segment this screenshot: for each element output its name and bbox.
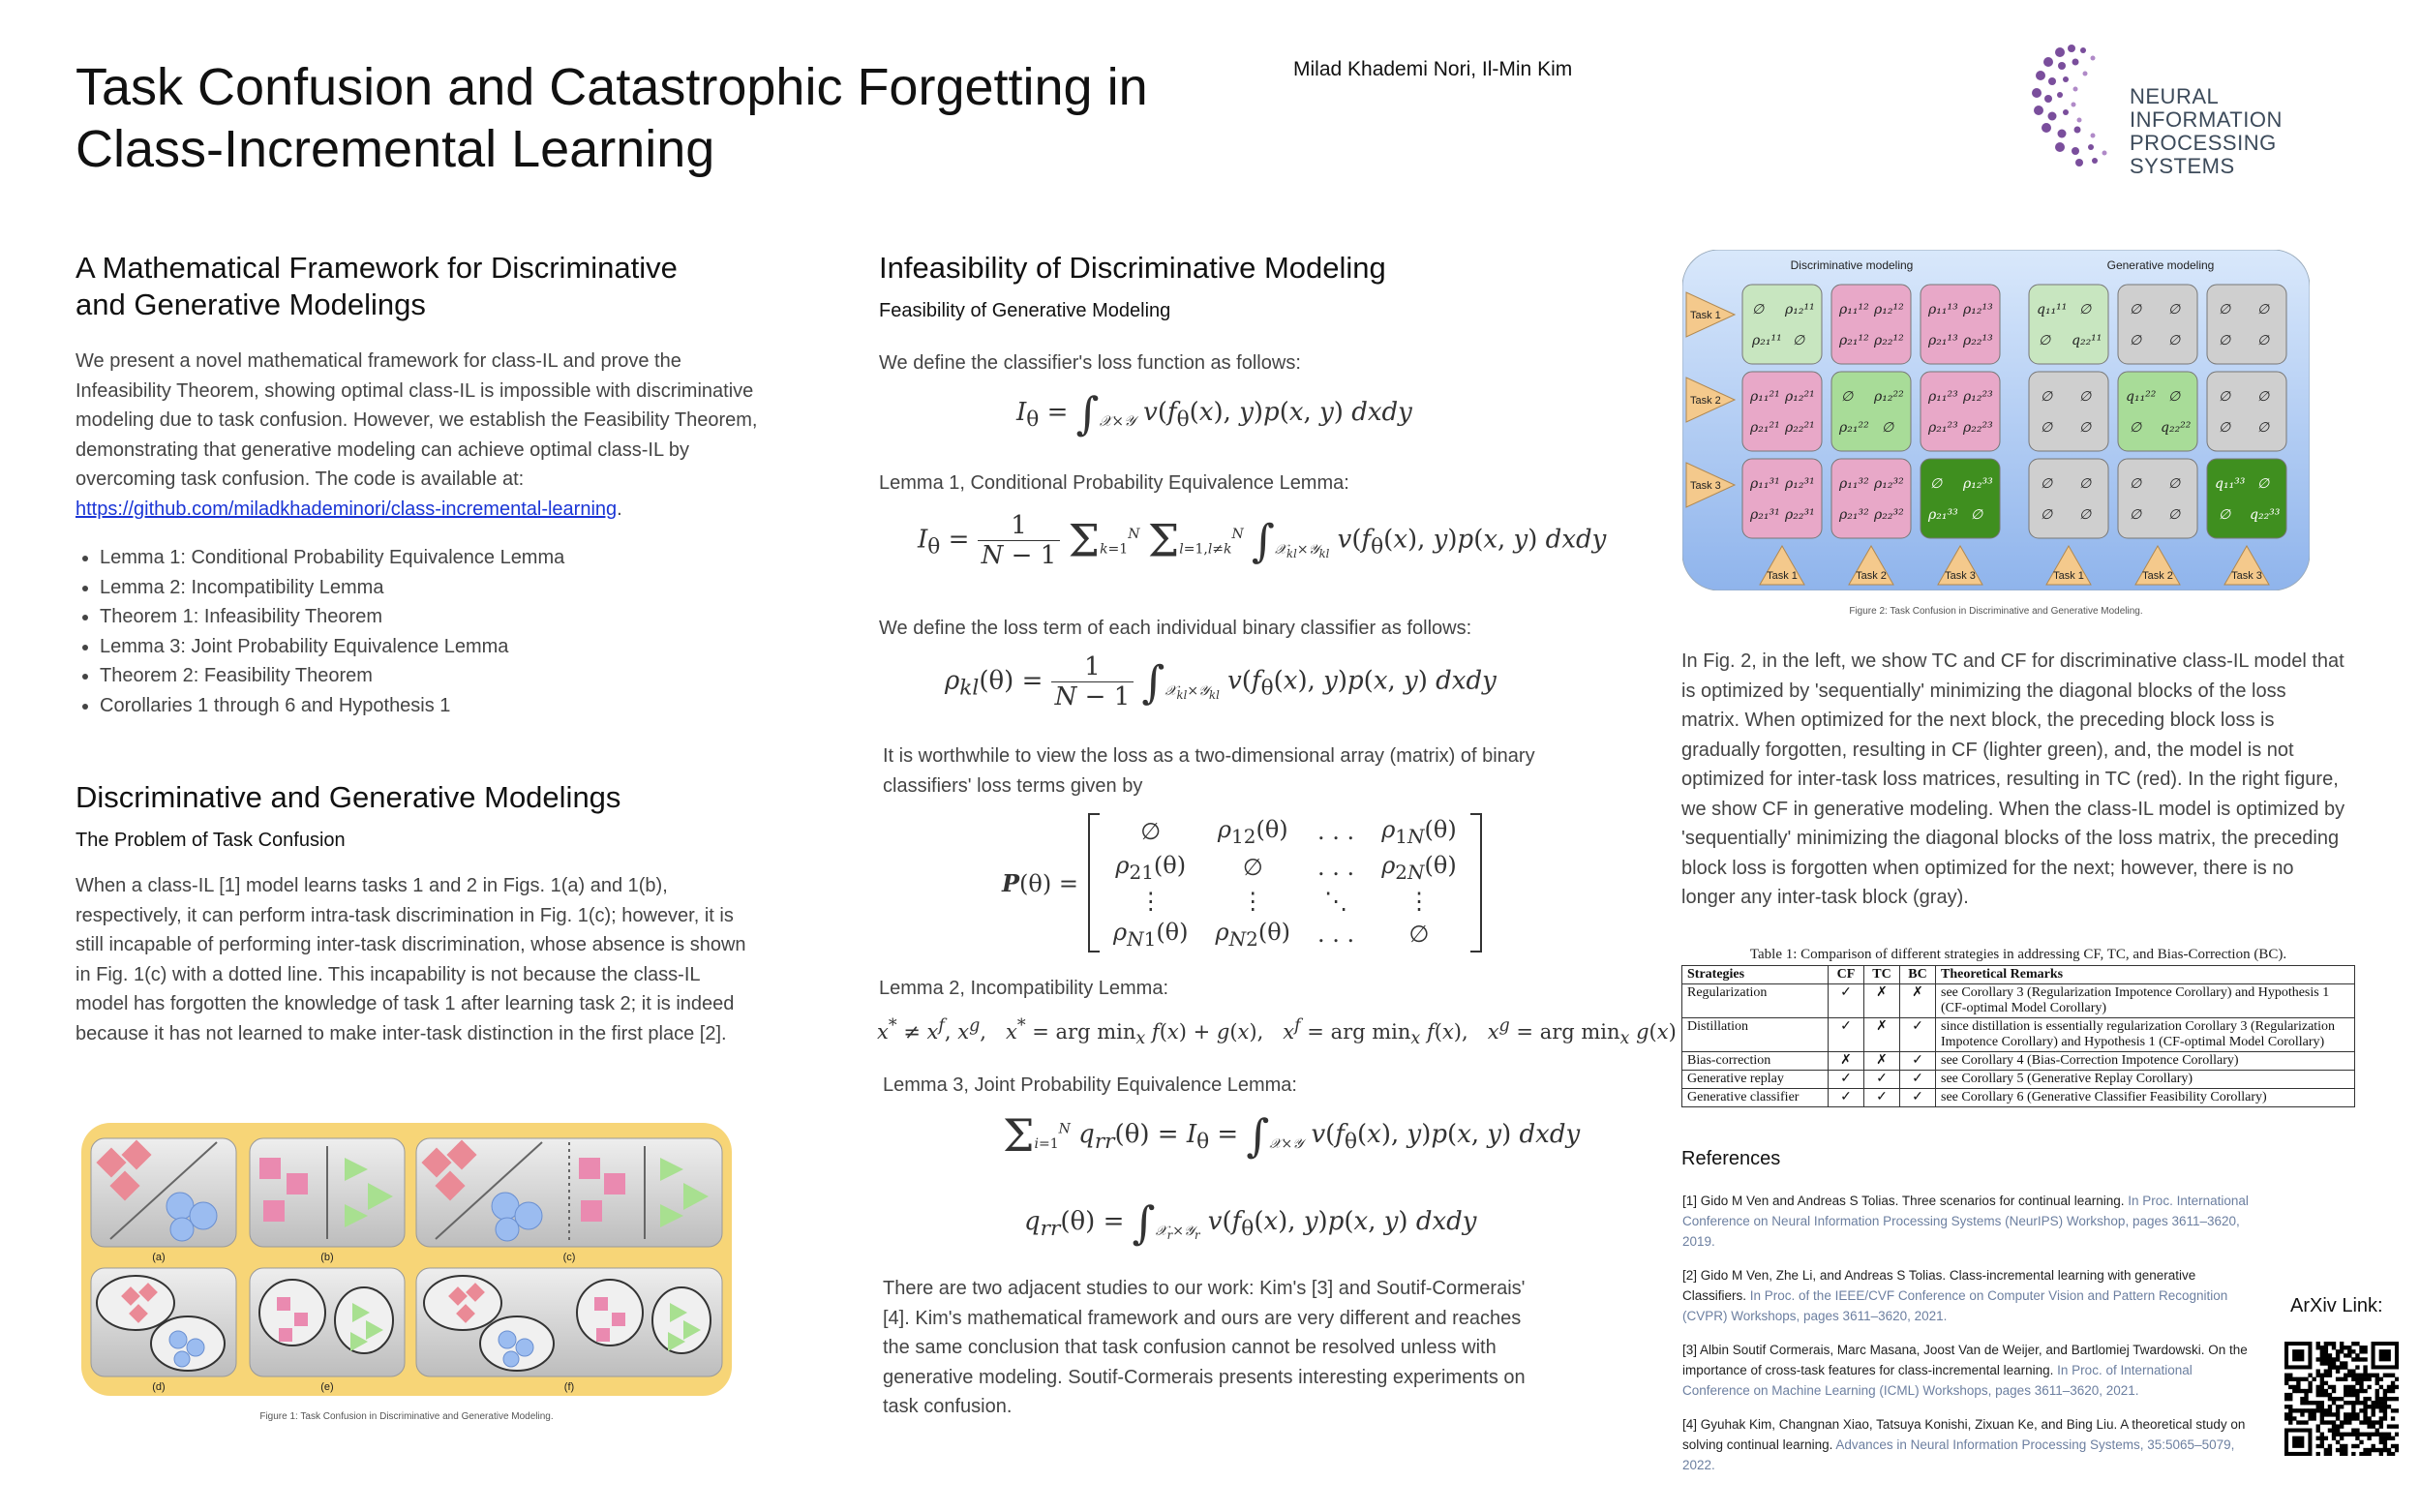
svg-text:ρ₁₂¹³: ρ₁₂¹³ [1963,302,1993,318]
fig2-title-right: Generative modeling [2106,258,2215,272]
svg-text:q₁₁²²: q₁₁²² [2126,389,2157,405]
figure-2-caption: Figure 2: Task Confusion in Discriminative and Generative Modeling. [1849,606,2143,617]
logo-line-1: NEURAL INFORMATION [2130,84,2283,132]
svg-text:∅: ∅ [2168,389,2181,405]
results-list [76,543,772,720]
logo-text [2130,85,2343,178]
subheading-feasibility: Feasibility of Generative Modeling [879,300,1171,321]
svg-text:ρ₂₁¹¹: ρ₂₁¹¹ [1752,333,1782,348]
svg-text:ρ₁₂²³: ρ₁₂²³ [1963,389,1993,405]
fig2-col-task-2: Task 2 [1856,570,1887,582]
svg-text:∅: ∅ [2041,476,2053,492]
arxiv-label: ArXiv Link: [2290,1295,2383,1316]
svg-text:∅: ∅ [1882,420,1894,436]
list-item: • Lemma 3: Joint Probability Equivalence Lemma [100,632,772,662]
p-loss: We define the classifier's loss function as follows: [879,352,1301,374]
svg-text:∅: ∅ [2219,507,2231,523]
svg-text:∅: ∅ [2257,420,2270,436]
title-line-1: Task Confusion and Catastrophic Forgetting in [76,58,1148,116]
fig1-label-f: (f) [563,1381,575,1393]
svg-text:ρ₂₁¹³: ρ₂₁¹³ [1928,333,1958,348]
fig2-row-task-2: Task 2 [1690,395,1721,407]
svg-text:∅: ∅ [2219,333,2231,348]
svg-text:ρ₂₁²³: ρ₂₁²³ [1928,420,1958,436]
fig2-paragraph: In Fig. 2, in the left, we show TC and CF for discriminative class-IL model that is optimized by 'sequentially' minimizing the diagonal blocks of the loss matrix. When optimized for the next block, the preceding block loss is gradually forgotten, resulting in CF (lighter green), and, the model is not optimized for inter-task loss matrices, resulting in TC (red). In the right figure, we show CF in generative modeling. When the class-IL model is optimized by 'sequentially' minimizing the diagonal blocks of the loss matrix, the preceding block loss is forgotten when optimized for the next; however, there is no longer any inter-task block (gray). [1681,650,2345,908]
lemma1-label: Lemma 1, Conditional Probability Equivalence Lemma: [879,472,1349,494]
svg-text:ρ₁₂²¹: ρ₁₂²¹ [1785,389,1815,405]
list-item: • Corollaries 1 through 6 and Hypothesis 1 [100,691,772,721]
p-adjacent: There are two adjacent studies to our work: Kim's [3] and Soutif-Cormerais' [4]. Kim's mathematical framework and ours are very different and reaches the same conclusion that task confusion cannot be resolved unless with generative modeling. Soutif-Cormerais presents interesting experiments on task confusion. [883,1278,1526,1417]
svg-text:ρ₂₁³¹: ρ₂₁³¹ [1750,507,1780,523]
table-row: Generative replay ✓ ✓ ✓ see Corollary 5 (Generative Replay Corollary) [1682,1071,2355,1089]
code-link[interactable]: https://github.com/miladkhademinori/class-incremental-learning [76,498,618,520]
svg-text:∅: ∅ [2130,476,2142,492]
svg-text:ρ₂₁²²: ρ₂₁²² [1839,420,1869,436]
poster-title [76,56,1237,180]
equation-lemma3-b: $q_{rr}(\theta) = \int_{𝒳_r\times 𝒴_r}$ $v(f_\theta(x)$, y)p(x, y) dxdy [1024,1196,1477,1249]
fig1-label-d: (d) [152,1381,166,1393]
svg-text:∅: ∅ [2039,333,2051,348]
svg-text:∅: ∅ [2168,302,2181,318]
figure-2 [1682,250,2310,590]
fig2-col-task-2-gen: Task 2 [2142,570,2173,582]
table-caption: Table 1: Comparison of different strategies in addressing CF, TC, and Bias-Correction (BC). [1749,947,2287,962]
reference-item: [4] Gyuhak Kim, Changnan Xiao, Tatsuya Konishi, Zixuan Ke, and Bing Liu. A theoretical study on solving continual learning. Advances in Neural Information Processing Systems, 35:5065–5079, 2022. [1682,1417,2246,1472]
svg-text:ρ₂₁³²: ρ₂₁³² [1839,507,1869,523]
references-list [1682,1191,2263,1489]
svg-text:ρ₂₁³³: ρ₂₁³³ [1928,507,1958,523]
svg-text:∅: ∅ [2079,476,2092,492]
svg-text:ρ₂₂²³: ρ₂₂²³ [1963,420,1993,436]
fig2-col-task-3-gen: Task 3 [2231,570,2262,582]
svg-text:∅: ∅ [1930,476,1943,492]
reference-item: [2] Gido M Ven, Zhe Li, and Andreas S Tolias. Class-incremental learning with generative Classifiers. In Proc. of the IEEE/CVF Conference on Computer Vision and Pattern Recognition (CVPR) Workshops, pages 3611–3620, 2021. [1682,1268,2228,1323]
figure-1-diagram [81,1123,732,1396]
svg-text:ρ₂₂³²: ρ₂₂³² [1874,507,1904,523]
svg-text:ρ₁₁¹²: ρ₁₁¹² [1839,302,1869,318]
fig2-col-task-3: Task 3 [1945,570,1976,582]
subheading-task-confusion: The Problem of Task Confusion [76,830,346,851]
table-row: Regularization ✓ ✗ ✗ see Corollary 3 (Regularization Impotence Corollary) and Hypothesis 1 (CF-optimal Model Corollary) [1682,984,2355,1018]
equation-lemma1: $I_\theta$ = $\frac{1}{N - 1}$ $\Sigma_{k=1}^N$ $\Sigma_{l=1,l\ne k}^N$ $\int_{𝒳_{kl}\times 𝒴_{kl}}$ $v(f_\theta(x)$, y)p(x, y) dxdy [918,511,1607,570]
intro-paragraph: We present a novel mathematical framework for class-IL and prove the Infeasibility Theorem, showing optimal class-IL is impossible with discriminative modeling due to task confusion. However, we establish the Feasibility Theorem, demonstrating that generative modeling can achieve optimal class-IL by overcoming task confusion. The code is available at: https://github.com/miladkhademinori/class-incremental-learning. [76,350,758,520]
svg-text:∅: ∅ [2079,507,2092,523]
svg-text:∅: ∅ [2130,507,2142,523]
arxiv-qr-code[interactable] [2284,1342,2399,1456]
logo-line-2: PROCESSING SYSTEMS [2130,131,2277,178]
svg-text:q₂₂³³: q₂₂³³ [2250,507,2281,523]
svg-text:ρ₂₂¹³: ρ₂₂¹³ [1963,333,1993,348]
equation-loss: $I_\theta = \int_{𝒳\times 𝒴}$ $v(f_\theta(x)$, y)p(x, y) dxdy [1016,387,1412,439]
table-header: Strategies [1682,966,1829,984]
svg-text:q₁₁¹¹: q₁₁¹¹ [2037,302,2068,318]
table-header: BC [1900,966,1936,984]
section-heading-modelings: Discriminative and Generative Modelings [76,780,621,814]
svg-text:∅: ∅ [2130,420,2142,436]
references-heading: References [1681,1148,1781,1169]
list-item: • Lemma 1: Conditional Probability Equivalence Lemma [100,543,772,573]
svg-text:∅: ∅ [1793,333,1805,348]
section-modelings [76,779,753,1048]
figure-2-diagram [1682,250,2310,590]
svg-text:ρ₁₁¹³: ρ₁₁¹³ [1928,302,1958,318]
p-binary: We define the loss term of each individual binary classifier as follows: [879,618,1472,639]
fig1-label-b: (b) [320,1252,334,1263]
svg-text:∅: ∅ [2079,302,2092,318]
lemma3-label: Lemma 3, Joint Probability Equivalence Lemma: [883,1074,1297,1096]
svg-text:∅: ∅ [2219,302,2231,318]
svg-text:ρ₁₂²²: ρ₁₂²² [1874,389,1904,405]
section-framework [76,250,772,720]
list-item: • Theorem 2: Feasibility Theorem [100,661,772,691]
svg-text:∅: ∅ [1971,507,1983,523]
svg-text:ρ₁₂³²: ρ₁₂³² [1874,476,1904,492]
p-matrix: It is worthwhile to view the loss as a two-dimensional array (matrix) of binary classifiers' loss terms given by [883,745,1535,797]
svg-text:∅: ∅ [2041,507,2053,523]
svg-text:ρ₁₁²¹: ρ₁₁²¹ [1750,389,1780,405]
table-row: Generative classifier ✓ ✓ ✓ see Corollary 6 (Generative Classifier Feasibility Corollary) [1682,1089,2355,1107]
svg-text:ρ₁₂¹¹: ρ₁₂¹¹ [1785,302,1815,318]
section-infeasibility [879,250,1653,322]
svg-text:ρ₁₂³³: ρ₁₂³³ [1963,476,1993,492]
lemma2-label: Lemma 2, Incompatibility Lemma: [879,978,1169,999]
svg-text:ρ₂₂¹²: ρ₂₂¹² [1874,333,1904,348]
svg-text:ρ₁₂¹²: ρ₁₂¹² [1874,302,1904,318]
fig2-col-task-1: Task 1 [1767,570,1798,582]
equation-lemma2: $x^* \ne x^f$, $x^g$, x* = arg $\min_x f(x) + g(x)$, $x^f$ = arg $\min_x f(x)$, $x^g$ = arg $\min_x g(x)$ [877,1016,1677,1049]
comparison-table [1681,965,2355,1107]
list-item: • Theorem 1: Infeasibility Theorem [100,602,772,632]
svg-text:ρ₁₁³²: ρ₁₁³² [1839,476,1869,492]
svg-text:q₂₂²²: q₂₂²² [2161,420,2192,436]
svg-text:ρ₂₂³¹: ρ₂₂³¹ [1785,507,1815,523]
neurips-logo-icon [2023,39,2130,174]
svg-text:ρ₂₁²¹: ρ₂₁²¹ [1750,420,1780,436]
table-header: Theoretical Remarks [1936,966,2355,984]
svg-text:∅: ∅ [1752,302,1765,318]
section-heading-infeasibility: Infeasibility of Discriminative Modeling [879,251,1386,285]
svg-text:∅: ∅ [2079,420,2092,436]
table-row: Distillation ✓ ✗ ✓ since distillation is essentially regularization Corollary 3 (Regularization Impotence Corollary) and Hypothesis 1 (CF-optimal Model Corollary) [1682,1018,2355,1052]
svg-text:∅: ∅ [2257,389,2270,405]
fig1-label-e: (e) [320,1381,334,1393]
neurips-logo [2023,39,2343,178]
svg-text:∅: ∅ [2168,333,2181,348]
table-header: CF [1829,966,1864,984]
equation-matrix: P(θ) = ∅ $\rho_{12}(\theta)$ . . . $\rho_{1N}(\theta)$ $\rho_{21}(\theta)$ ∅ . . . $\rho_{2N}(\theta)$ ⋮ ⋮ ⋱ ⋮ $\rho_{N1}(\theta)$ $\rho_{N2}(\theta)$ . . . ∅ [1001,813,1482,953]
fig2-col-task-1-gen: Task 1 [2053,570,2084,582]
section-heading-framework: A Mathematical Framework for Discriminative and Generative Modelings [76,251,678,321]
reference-item: [1] Gido M Ven and Andreas S Tolias. Three scenarios for continual learning. In Proc. International Conference on Neural Information Processing Systems (NeurIPS) Workshop, pages 3611–3620, 2019. [1682,1194,2249,1249]
fig1-label-a: (a) [152,1252,166,1263]
svg-text:∅: ∅ [2257,476,2270,492]
list-item: • Lemma 2: Incompatibility Lemma [100,573,772,603]
svg-text:∅: ∅ [2130,333,2142,348]
qr-code-icon[interactable] [2284,1342,2399,1456]
svg-text:ρ₁₂³¹: ρ₁₂³¹ [1785,476,1815,492]
reference-item: [3] Albin Soutif Cormerais, Marc Masana, Joost Van de Weijer, and Bartlomiej Twardowski. On the importance of cross-task features for class-incremental learning. In Proc. of International Conference on Machine Learning (ICML) Workshops, pages 3611–3620, 2021. [1682,1343,2248,1398]
svg-text:∅: ∅ [2219,420,2231,436]
svg-text:q₂₂¹¹: q₂₂¹¹ [2072,333,2102,348]
svg-text:∅: ∅ [2257,333,2270,348]
svg-text:∅: ∅ [1841,389,1854,405]
figure-1 [81,1123,732,1396]
svg-text:∅: ∅ [2219,389,2231,405]
authors: Milad Khademi Nori, Il-Min Kim [1293,58,1573,80]
equation-lemma3-a: $\Sigma_{i=1}^N$ $q_{rr}(\theta) = I_\theta = \int_{𝒳\times 𝒴}$ $v(f_\theta(x)$, y)p(x, y) dxdy [1003,1109,1581,1162]
svg-text:∅: ∅ [2041,389,2053,405]
fig2-row-task-3: Task 3 [1690,480,1721,492]
svg-text:ρ₁₁²³: ρ₁₁²³ [1928,389,1958,405]
equation-binary: $\rho_{kl}(\theta)$ = $\frac{1}{N - 1}$ $\int_{𝒳_{kl}\times 𝒴_{kl}}$ $v(f_\theta(x)$, y)p(x, y) dxdy [945,652,1497,711]
svg-text:ρ₁₁³¹: ρ₁₁³¹ [1750,476,1780,492]
svg-text:∅: ∅ [2130,302,2142,318]
title-line-2: Class-Incremental Learning [76,120,715,178]
svg-text:ρ₂₁¹²: ρ₂₁¹² [1839,333,1869,348]
table-header: TC [1864,966,1900,984]
svg-text:ρ₂₂²¹: ρ₂₂²¹ [1785,420,1815,436]
problem-paragraph: When a class-IL [1] model learns tasks 1 and 2 in Figs. 1(a) and 1(b), respectively, it can perform intra-task discrimination in Fig. 1(c); however, it is still incapable of performing inter-task discrimination, whose absence is shown in Fig. 1(c) with a dotted line. This incapability is not because the class-IL model has forgotten the knowledge of task 1 after learning task 2; it is indeed because it has not learned to make inter-task distinction in the first place [2]. [76,875,746,1044]
fig2-row-task-1: Task 1 [1690,310,1721,321]
svg-text:q₁₁³³: q₁₁³³ [2215,476,2246,492]
svg-text:∅: ∅ [2041,420,2053,436]
svg-text:∅: ∅ [2257,302,2270,318]
figure-1-caption: Figure 1: Task Confusion in Discriminative and Generative Modeling. [259,1411,554,1422]
fig1-label-c: (c) [562,1252,576,1263]
svg-text:∅: ∅ [2079,389,2092,405]
table-row: Bias-correction ✗ ✗ ✓ see Corollary 4 (Bias-Correction Impotence Corollary) [1682,1052,2355,1071]
svg-text:∅: ∅ [2168,507,2181,523]
svg-text:∅: ∅ [2168,476,2181,492]
table-1 [1681,947,2355,1107]
fig2-title-left: Discriminative modeling [1790,258,1914,272]
